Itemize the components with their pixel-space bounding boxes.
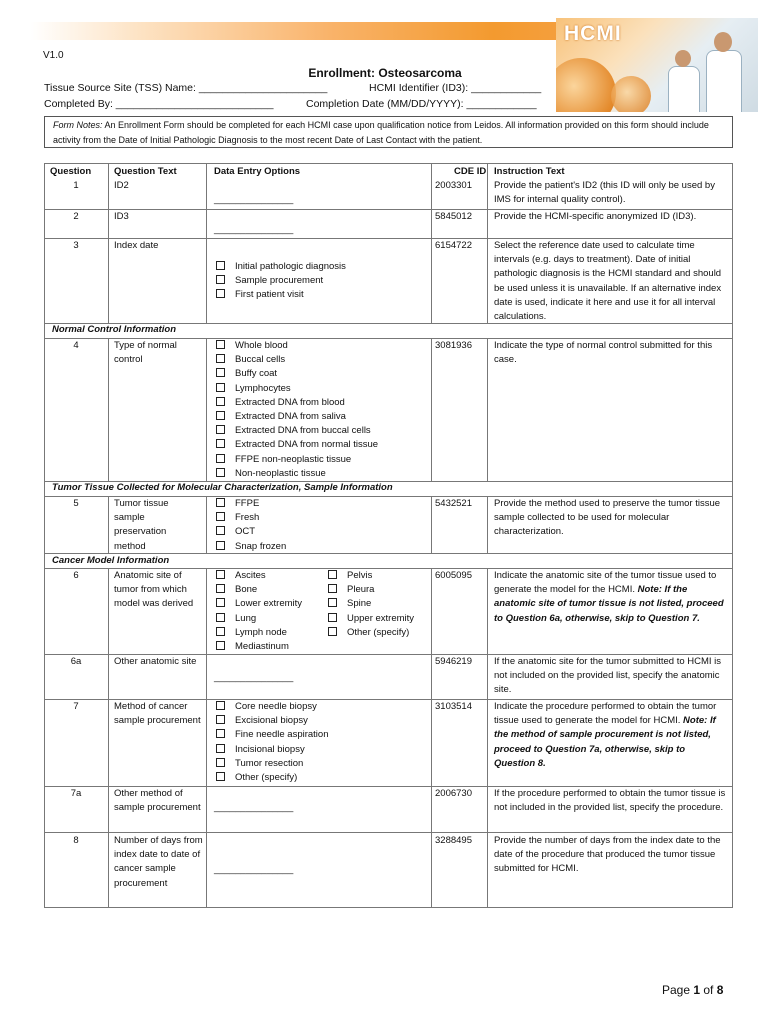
instruction-body: Indicate the procedure performed to obtain the tumor tissue used to generate the model for HCMI. [494, 701, 717, 727]
table-rule [431, 338, 432, 481]
question-number: 7a [70, 788, 82, 799]
option-item[interactable]: Upper extremity [328, 612, 414, 626]
question-number: 2 [73, 211, 79, 222]
instruction-text: Provide the method used to preserve the tumor tissue sample collected to be used for molecular characterization. [494, 498, 721, 538]
id2-entry-line[interactable]: _______________ [214, 194, 294, 205]
cde-id: 3103514 [435, 701, 472, 712]
table-rule [487, 338, 488, 481]
option-item[interactable]: Whole blood [216, 339, 378, 353]
table-rule [108, 496, 109, 553]
option-item[interactable]: Lung [216, 612, 302, 626]
option-item[interactable]: Non-neoplastic tissue [216, 467, 378, 481]
option-item[interactable]: Ascites [216, 569, 302, 583]
instruction-text: Indicate the type of normal control submitted for this case. [494, 340, 713, 366]
checkbox-icon[interactable] [216, 526, 225, 535]
instruction-text [494, 700, 726, 771]
checkbox-icon[interactable] [328, 627, 337, 636]
question-text: Other anatomic site [114, 656, 197, 667]
checkbox-icon[interactable] [216, 383, 225, 392]
header-instruction: Instruction Text [494, 166, 565, 177]
cde-id: 5946219 [435, 656, 472, 667]
option-item[interactable]: Snap frozen [216, 540, 286, 554]
checkbox-icon[interactable] [216, 439, 225, 448]
table-rule [732, 163, 733, 908]
completion-date-field[interactable]: Completion Date (MM/DD/YYYY): ____________ [306, 98, 537, 110]
checkbox-icon[interactable] [216, 454, 225, 463]
checkbox-icon[interactable] [328, 613, 337, 622]
form-notes-text: An Enrollment Form should be completed for each HCMI case upon qualification notice from Leidos. All information provided on this form should include activity from the Date of Initial Pathologic Diagnosis to the most recent Date of Last Contact with the patient. [53, 120, 709, 145]
page-current: 1 [693, 983, 701, 997]
table-rule [431, 496, 432, 553]
header-question: Question [50, 166, 92, 177]
checkbox-icon[interactable] [216, 498, 225, 507]
option-item[interactable]: Extracted DNA from buccal cells [216, 424, 378, 438]
anatomic-site-options-right [328, 569, 414, 640]
option-item[interactable]: First patient visit [216, 288, 346, 302]
header-cde-id: CDE ID [454, 166, 487, 177]
checkbox-icon[interactable] [328, 570, 337, 579]
question-text: ID3 [114, 211, 129, 222]
table-rule [44, 907, 733, 908]
table-rule [108, 338, 109, 481]
cde-id: 5845012 [435, 211, 472, 222]
question-text: Other method of sample procurement [114, 788, 201, 814]
table-rule [108, 163, 109, 323]
other-anatomic-site-line[interactable]: _______________ [214, 672, 294, 683]
checkbox-icon[interactable] [216, 641, 225, 650]
cell-graphic [611, 76, 651, 112]
index-date-options [216, 260, 346, 303]
option-item[interactable]: Initial pathologic diagnosis [216, 260, 346, 274]
option-item[interactable]: Other (specify) [216, 771, 328, 785]
question-text: Method of cancer sample procurement [114, 701, 201, 727]
checkbox-icon[interactable] [216, 261, 225, 270]
section-heading: Tumor Tissue Collected for Molecular Characterization, Sample Information [52, 482, 393, 493]
table-rule [487, 163, 488, 323]
table-rule [108, 568, 109, 908]
question-number: 8 [73, 835, 79, 846]
table-rule [44, 163, 733, 164]
table-rule [431, 163, 432, 323]
question-number: 4 [73, 340, 79, 351]
checkbox-icon[interactable] [328, 598, 337, 607]
option-item[interactable]: Excisional biopsy [216, 714, 328, 728]
checkbox-icon[interactable] [216, 715, 225, 724]
hcmi-identifier-field[interactable]: HCMI Identifier (ID3): ____________ [369, 82, 542, 94]
cde-id: 2006730 [435, 788, 472, 799]
checkbox-icon[interactable] [216, 340, 225, 349]
option-item[interactable]: Sample procurement [216, 274, 346, 288]
checkbox-icon[interactable] [216, 275, 225, 284]
checkbox-icon[interactable] [216, 397, 225, 406]
hcmi-logo-text: HCMI [564, 22, 622, 45]
option-item[interactable]: Lymphocytes [216, 382, 378, 396]
cde-id: 5432521 [435, 498, 472, 509]
procurement-options [216, 700, 328, 785]
checkbox-icon[interactable] [216, 354, 225, 363]
question-text: Index date [114, 240, 159, 251]
form-notes-lead: Form Notes: [53, 120, 103, 130]
option-item[interactable]: Fine needle aspiration [216, 728, 328, 742]
id3-entry-line[interactable]: _______________ [214, 224, 294, 235]
instruction-text: If the procedure performed to obtain the tumor tissue is not included in the provided list, specify the procedure. [494, 788, 726, 814]
form-notes [44, 116, 733, 148]
option-item[interactable]: Other (specify) [328, 626, 414, 640]
question-text: ID2 [114, 180, 129, 191]
question-number: 6 [73, 570, 79, 581]
question-number: 3 [73, 240, 79, 251]
hcmi-logo-image [556, 18, 758, 112]
page-of: of [700, 983, 717, 997]
instruction-text: Provide the HCMI-specific anonymized ID (ID3). [494, 211, 697, 222]
option-item[interactable]: Pelvis [328, 569, 414, 583]
question-number: 7 [73, 701, 79, 712]
completed-by-field[interactable]: Completed By: ___________________________ [44, 98, 274, 110]
table-rule [206, 163, 207, 323]
checkbox-icon[interactable] [216, 758, 225, 767]
table-rule [206, 568, 207, 908]
checkbox-icon[interactable] [216, 613, 225, 622]
question-number: 1 [73, 180, 79, 191]
instruction-note: Note: If the method of sample procurement is not listed, proceed to Question 7a, otherwise, skip to Question 8. [494, 715, 716, 769]
header-data-entry: Data Entry Options [214, 166, 301, 177]
table-rule [44, 832, 733, 833]
table-rule [487, 568, 488, 908]
checkbox-icon[interactable] [216, 468, 225, 477]
option-item[interactable]: Pleura [328, 583, 414, 597]
option-item[interactable]: Spine [328, 597, 414, 611]
question-text: Type of normal control [114, 340, 177, 366]
option-item[interactable]: Extracted DNA from normal tissue [216, 438, 378, 452]
instruction-text [494, 569, 726, 626]
scientist-head [675, 50, 691, 67]
table-rule [487, 496, 488, 553]
checkbox-icon[interactable] [216, 570, 225, 579]
page-total: 8 [716, 983, 724, 997]
option-item[interactable]: FFPE [216, 497, 286, 511]
cde-id: 6154722 [435, 240, 472, 251]
instruction-text: Select the reference date used to calculate time intervals (e.g. days to treatment). Date of initial pathologic diagnosis is the HCMI standard and should be used unless it is unavailable. If an alternative index date is used, indicate it here and use it for all interval calculations. [494, 240, 722, 323]
form-version: V1.0 [43, 50, 64, 61]
header-question-text: Question Text [114, 166, 177, 177]
scientist-figure [706, 50, 742, 112]
option-item[interactable]: Core needle biopsy [216, 700, 328, 714]
cde-id: 3288495 [435, 835, 472, 846]
other-procurement-line[interactable]: _______________ [214, 802, 294, 813]
instruction-body: Indicate the anatomic site of the tumor tissue used to generate the model for the HCMI. [494, 570, 717, 596]
option-item[interactable]: Fresh [216, 511, 286, 525]
cde-id: 6005095 [435, 570, 472, 581]
instruction-text: If the anatomic site for the tumor submitted to HCMI is not included on the provided list, specify the anatomic site. [494, 656, 722, 696]
checkbox-icon[interactable] [216, 598, 225, 607]
section-heading: Cancer Model Information [52, 555, 170, 566]
option-item[interactable]: Tumor resection [216, 757, 328, 771]
option-item[interactable]: Buccal cells [216, 353, 378, 367]
question-text: Number of days from index date to date of cancer sample procurement [114, 835, 203, 889]
question-number: 6a [70, 656, 82, 667]
page-title: Enrollment: Osteosarcoma [308, 66, 462, 80]
scientist-head [714, 32, 732, 52]
option-item[interactable]: Buffy coat [216, 367, 378, 381]
option-item[interactable]: Incisional biopsy [216, 743, 328, 757]
question-text: Anatomic site of tumor from which model was derived [114, 570, 194, 610]
checkbox-icon[interactable] [216, 541, 225, 550]
checkbox-icon[interactable] [216, 512, 225, 521]
checkbox-icon[interactable] [216, 584, 225, 593]
instruction-text: Provide the number of days from the index date to the date of the procedure that produced the tumor tissue submitted for HCMI. [494, 835, 721, 875]
checkbox-icon[interactable] [216, 744, 225, 753]
page-number [662, 983, 723, 997]
option-item[interactable]: Mediastinum [216, 640, 302, 654]
page-label: Page [662, 983, 694, 997]
question-text: Tumor tissue sample preservation method [114, 498, 169, 552]
instruction-note: Note: If the anatomic site of tumor tissue is not listed, proceed to Question 6a, otherwise, skip to Question 7. [494, 584, 724, 624]
anatomic-site-options-left [216, 569, 302, 654]
preservation-options [216, 497, 286, 554]
option-item[interactable]: Bone [216, 583, 302, 597]
checkbox-icon[interactable] [216, 425, 225, 434]
header-banner [30, 22, 575, 40]
cde-id: 3081936 [435, 340, 472, 351]
option-item[interactable]: Lymph node [216, 626, 302, 640]
normal-control-options [216, 339, 378, 481]
option-item[interactable]: Lower extremity [216, 597, 302, 611]
table-rule [206, 338, 207, 481]
question-number: 5 [73, 498, 79, 509]
instruction-text: Provide the patient's ID2 (this ID will only be used by IMS for internal quality control). [494, 180, 715, 206]
checkbox-icon[interactable] [216, 729, 225, 738]
checkbox-icon[interactable] [216, 701, 225, 710]
section-heading: Normal Control Information [52, 324, 177, 335]
tss-name-field[interactable]: Tissue Source Site (TSS) Name: ______________________ [44, 82, 328, 94]
days-entry-line[interactable]: _______________ [214, 864, 294, 875]
option-item[interactable]: Extracted DNA from saliva [216, 410, 378, 424]
table-rule [431, 568, 432, 908]
option-item[interactable]: Extracted DNA from blood [216, 396, 378, 410]
option-item[interactable]: OCT [216, 525, 286, 539]
checkbox-icon[interactable] [216, 411, 225, 420]
checkbox-icon[interactable] [216, 289, 225, 298]
option-item[interactable]: FFPE non-neoplastic tissue [216, 453, 378, 467]
checkbox-icon[interactable] [216, 368, 225, 377]
cde-id: 2003301 [435, 180, 472, 191]
checkbox-icon[interactable] [328, 584, 337, 593]
enrollment-table [44, 163, 733, 908]
checkbox-icon[interactable] [216, 627, 225, 636]
checkbox-icon[interactable] [216, 772, 225, 781]
table-rule [206, 496, 207, 553]
